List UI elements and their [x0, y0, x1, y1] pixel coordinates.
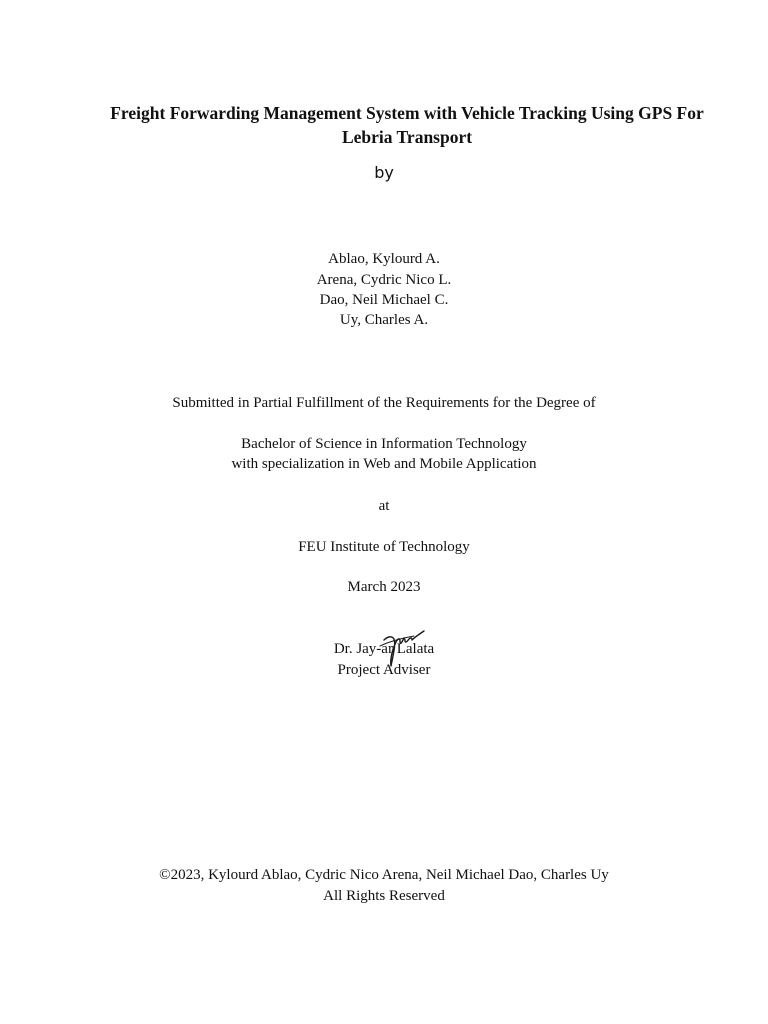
copyright-notice: ©2023, Kylourd Ablao, Cydric Nico Arena, Neil Michael Dao, Charles Uy: [159, 867, 609, 883]
author-name: Ablao, Kylourd A.: [328, 251, 440, 267]
adviser-role: Project Adviser: [337, 662, 431, 678]
degree-specialization: with specialization in Web and Mobile Application: [231, 456, 537, 472]
degree-name: Bachelor of Science in Information Technology: [241, 436, 527, 452]
author-name: Uy, Charles A.: [339, 312, 429, 328]
author-name: Arena, Cydric Nico L.: [316, 272, 452, 288]
submission-statement: Submitted in Partial Fulfillment of the Requirements for the Degree of: [172, 395, 596, 411]
institution-name: FEU Institute of Technology: [298, 539, 470, 555]
adviser-signature: [378, 626, 428, 668]
at-label: at: [378, 498, 390, 514]
adviser-name: Dr. Jay-ar Lalata: [333, 641, 435, 657]
author-name: Dao, Neil Michael C.: [319, 292, 449, 308]
document-title: Freight Forwarding Management System with Vehicle Tracking Using GPS For Lebria Transport: [110, 103, 704, 147]
submission-date: March 2023: [347, 579, 421, 595]
by-label: by: [374, 163, 394, 182]
rights-statement: All Rights Reserved: [323, 888, 445, 904]
